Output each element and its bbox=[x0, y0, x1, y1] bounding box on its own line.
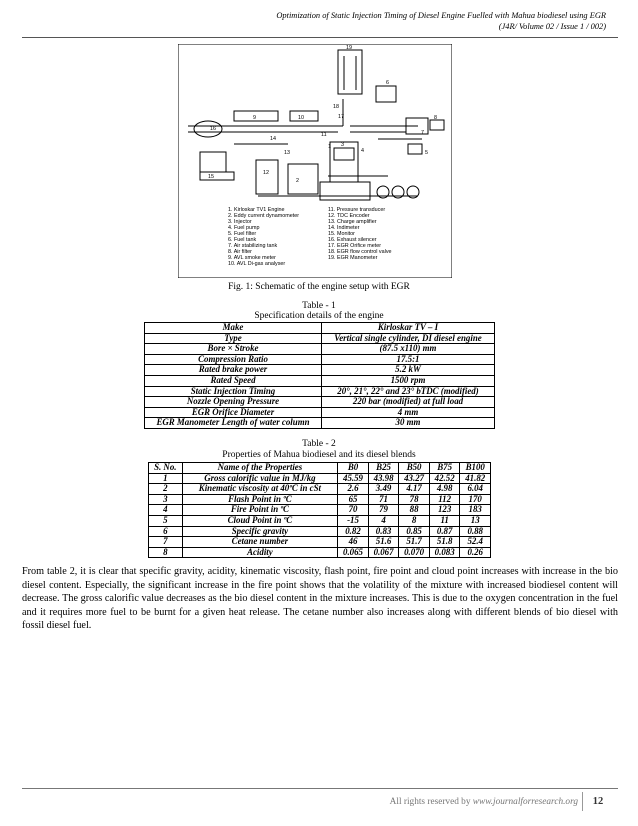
table-row bbox=[149, 494, 491, 505]
legend-entry: 3. Injector bbox=[228, 219, 252, 225]
table-row bbox=[145, 354, 495, 365]
legend-entry: 10. AVL Di-gas analyser bbox=[228, 261, 286, 267]
journal-url[interactable]: www.journalforresearch.org bbox=[472, 797, 578, 807]
table-cell: 52.4 bbox=[460, 537, 491, 548]
property-name-cell: Gross calorific value in MJ/kg bbox=[182, 473, 338, 484]
spec-name-cell: Rated Speed bbox=[145, 375, 322, 386]
table-cell: 0.88 bbox=[460, 526, 491, 537]
table-cell: 123 bbox=[429, 505, 460, 516]
property-name-cell: Cloud Point in ºC bbox=[182, 515, 338, 526]
spec-name-cell: Type bbox=[145, 333, 322, 344]
table-cell: 4.98 bbox=[429, 484, 460, 495]
spec-value-cell: 5.2 kW bbox=[322, 365, 495, 376]
column-header: B50 bbox=[399, 463, 430, 474]
table-row bbox=[145, 333, 495, 344]
spec-value-cell: 220 bar (modified) at full load bbox=[322, 397, 495, 408]
schematic-label: 15 bbox=[208, 174, 214, 180]
table-row bbox=[149, 505, 491, 516]
schematic-label: 9 bbox=[253, 115, 256, 121]
schematic-label: 1 bbox=[328, 144, 331, 150]
legend-entry: 15. Monitor bbox=[328, 231, 355, 237]
header-title: Optimization of Static Injection Timing of Diesel Engine Fuelled with Mahua biodiesel using EGR bbox=[276, 11, 606, 20]
table-cell: 70 bbox=[338, 505, 369, 516]
table-cell: 79 bbox=[368, 505, 399, 516]
footer-divider bbox=[22, 788, 618, 789]
legend-entry: 9. AVL smoke meter bbox=[228, 255, 276, 261]
table-cell: -15 bbox=[338, 515, 369, 526]
biodiesel-properties-table bbox=[148, 462, 491, 558]
legend-entry: 19. EGR Manometer bbox=[328, 255, 378, 261]
spec-name-cell: Static Injection Timing bbox=[145, 386, 322, 397]
table-cell: 6.04 bbox=[460, 484, 491, 495]
running-header bbox=[276, 10, 606, 32]
table-row bbox=[145, 407, 495, 418]
header-divider bbox=[22, 37, 618, 38]
table-cell: 6 bbox=[149, 526, 183, 537]
legend-entry: 16. Exhaust silencer bbox=[328, 237, 377, 243]
legend-entry: 14. Indimeter bbox=[328, 225, 360, 231]
table-cell: 42.52 bbox=[429, 473, 460, 484]
legend-entry: 18. EGR flow control valve bbox=[328, 249, 392, 255]
table-cell: 65 bbox=[338, 494, 369, 505]
spec-value-cell: 4 mm bbox=[322, 407, 495, 418]
table-cell: 8 bbox=[149, 547, 183, 558]
table2-subtitle: Properties of Mahua biodiesel and its diesel blends bbox=[222, 450, 416, 460]
schematic-label: 4 bbox=[361, 148, 364, 154]
table-row bbox=[149, 547, 491, 558]
table-cell: 46 bbox=[338, 537, 369, 548]
schematic-label: 19 bbox=[346, 45, 352, 51]
schematic-label: 2 bbox=[296, 178, 299, 184]
page-number: 12 bbox=[582, 792, 613, 811]
legend-entry: 1. Kirloskar TV1 Engine bbox=[228, 207, 285, 213]
schematic-label: 17 bbox=[338, 114, 344, 120]
table-cell: 5 bbox=[149, 515, 183, 526]
schematic-label: 18 bbox=[333, 104, 339, 110]
table-row bbox=[149, 515, 491, 526]
table-cell: 0.85 bbox=[399, 526, 430, 537]
schematic-label: 8 bbox=[434, 115, 437, 121]
table-row bbox=[145, 418, 495, 429]
spec-value-cell: Kirloskar TV – I bbox=[322, 323, 495, 334]
column-header: S. No. bbox=[149, 463, 183, 474]
table-row bbox=[145, 344, 495, 355]
property-name-cell: Fire Point in ºC bbox=[182, 505, 338, 516]
table1-subtitle: Specification details of the engine bbox=[254, 311, 384, 321]
spec-name-cell: EGR Manometer Length of water column bbox=[145, 418, 322, 429]
legend-entry: 13. Charge amplifier bbox=[328, 219, 377, 225]
column-header: B75 bbox=[429, 463, 460, 474]
property-name-cell: Acidity bbox=[182, 547, 338, 558]
table-row bbox=[149, 526, 491, 537]
property-name-cell: Specific gravity bbox=[182, 526, 338, 537]
legend-entry: 6. Fuel tank bbox=[228, 237, 257, 243]
schematic-label: 13 bbox=[284, 150, 290, 156]
engine-spec-table bbox=[144, 322, 495, 429]
spec-name-cell: EGR Orifice Diameter bbox=[145, 407, 322, 418]
spec-name-cell: Rated brake power bbox=[145, 365, 322, 376]
footer-text: All rights reserved by bbox=[389, 797, 473, 807]
table-cell: 0.87 bbox=[429, 526, 460, 537]
table-cell: 0.065 bbox=[338, 547, 369, 558]
table1-title: Table - 1 bbox=[302, 301, 336, 311]
table-cell: 0.083 bbox=[429, 547, 460, 558]
schematic-label: 11 bbox=[321, 132, 327, 138]
column-header: B0 bbox=[338, 463, 369, 474]
table-cell: 71 bbox=[368, 494, 399, 505]
table-cell: 8 bbox=[399, 515, 430, 526]
table-row bbox=[145, 323, 495, 334]
table-cell: 0.067 bbox=[368, 547, 399, 558]
table-cell: 4 bbox=[149, 505, 183, 516]
table-row bbox=[149, 537, 491, 548]
spec-name-cell: Make bbox=[145, 323, 322, 334]
spec-value-cell: Vertical single cylinder, DI diesel engine bbox=[322, 333, 495, 344]
body-paragraph: From table 2, it is clear that specific gravity, acidity, kinematic viscosity, flash point, fire point and cloud point increases with increase in the bio diesel content. Especially, the significant increase in the fire point shows that the volatility of the mixture with increased biodiesel content will decrease. The gross calorific value decreases as the bio diesel content in the mixture increases. This is due to the oxygen concentration in the fuel and it requires more fuel to be burnt for a given heat release. The cetane number also increases along with different blends of bio diesel with fossil diesel fuel. bbox=[22, 566, 618, 632]
spec-value-cell: 17.5:1 bbox=[322, 354, 495, 365]
spec-value-cell: 20°, 21°, 22° and 23° bTDC (modified) bbox=[322, 386, 495, 397]
table-cell: 51.8 bbox=[429, 537, 460, 548]
table-row bbox=[149, 484, 491, 495]
table-cell: 3 bbox=[149, 494, 183, 505]
schematic-label: 14 bbox=[270, 136, 276, 142]
schematic-label: 5 bbox=[425, 150, 428, 156]
table-cell: 2.6 bbox=[338, 484, 369, 495]
schematic-label: 12 bbox=[263, 170, 269, 176]
table-cell: 4 bbox=[368, 515, 399, 526]
legend-entry: 5. Fuel filter bbox=[228, 231, 257, 237]
schematic-label: 3 bbox=[341, 142, 344, 148]
column-header: Name of the Properties bbox=[182, 463, 338, 474]
property-name-cell: Kinematic viscosity at 40ºC in cSt bbox=[182, 484, 338, 495]
table-cell: 112 bbox=[429, 494, 460, 505]
legend-entry: 12. TDC Encoder bbox=[328, 213, 370, 219]
property-name-cell: Cetane number bbox=[182, 537, 338, 548]
table-row bbox=[145, 397, 495, 408]
table-row bbox=[145, 375, 495, 386]
legend-entry: 2. Eddy current dynamometer bbox=[228, 213, 300, 219]
table-cell: 45.59 bbox=[338, 473, 369, 484]
table-cell: 2 bbox=[149, 484, 183, 495]
table-cell: 183 bbox=[460, 505, 491, 516]
table-cell: 0.26 bbox=[460, 547, 491, 558]
column-header: B25 bbox=[368, 463, 399, 474]
table-cell: 1 bbox=[149, 473, 183, 484]
legend-entry: 7. Air stabilizing tank bbox=[228, 243, 278, 249]
legend-entry: 8. Air filter bbox=[228, 249, 252, 255]
legend-entry: 4. Fuel pump bbox=[228, 225, 260, 231]
table-cell: 13 bbox=[460, 515, 491, 526]
table-cell: 0.82 bbox=[338, 526, 369, 537]
spec-value-cell: 1500 rpm bbox=[322, 375, 495, 386]
schematic-label: 6 bbox=[386, 80, 389, 86]
spec-value-cell: 30 mm bbox=[322, 418, 495, 429]
table-row bbox=[145, 365, 495, 376]
legend-entry: 17. EGR Orifice meter bbox=[328, 243, 382, 249]
table-cell: 0.070 bbox=[399, 547, 430, 558]
table-cell: 51.6 bbox=[368, 537, 399, 548]
table-row bbox=[145, 386, 495, 397]
property-name-cell: Flash Point in ºC bbox=[182, 494, 338, 505]
column-header: B100 bbox=[460, 463, 491, 474]
table-cell: 11 bbox=[429, 515, 460, 526]
footer-rights bbox=[390, 797, 578, 807]
table2-title: Table - 2 bbox=[302, 439, 336, 449]
table-cell: 3.49 bbox=[368, 484, 399, 495]
engine-setup-schematic bbox=[178, 44, 452, 278]
legend-entry: 11. Pressure transducer bbox=[328, 207, 386, 213]
table-cell: 88 bbox=[399, 505, 430, 516]
table-cell: 43.98 bbox=[368, 473, 399, 484]
table-row bbox=[149, 473, 491, 484]
schematic-label: 16 bbox=[210, 126, 216, 132]
table-cell: 0.83 bbox=[368, 526, 399, 537]
table-cell: 170 bbox=[460, 494, 491, 505]
figure-caption: Fig. 1: Schematic of the engine setup with EGR bbox=[228, 282, 410, 292]
spec-name-cell: Compression Ratio bbox=[145, 354, 322, 365]
header-volume: (J4R/ Volume 02 / Issue 1 / 002) bbox=[498, 22, 606, 31]
spec-value-cell: (87.5 x110) mm bbox=[322, 344, 495, 355]
table-cell: 51.7 bbox=[399, 537, 430, 548]
spec-name-cell: Nozzle Opening Pressure bbox=[145, 397, 322, 408]
table-cell: 7 bbox=[149, 537, 183, 548]
table-cell: 43.27 bbox=[399, 473, 430, 484]
spec-name-cell: Bore × Stroke bbox=[145, 344, 322, 355]
schematic-label: 10 bbox=[298, 115, 304, 121]
table-cell: 41.82 bbox=[460, 473, 491, 484]
table-cell: 4.17 bbox=[399, 484, 430, 495]
schematic-label: 7 bbox=[421, 130, 424, 136]
table-cell: 78 bbox=[399, 494, 430, 505]
